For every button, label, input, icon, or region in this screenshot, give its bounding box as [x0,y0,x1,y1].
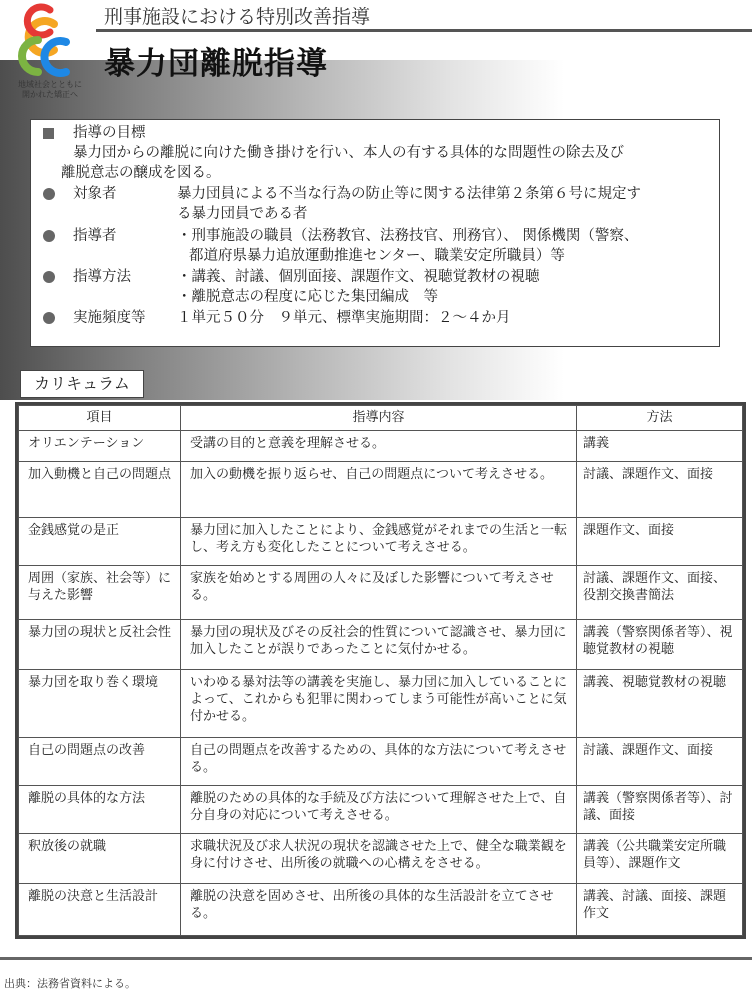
curriculum-table [18,405,743,936]
goal-text-line2: 離脱意志の醸成を図る。 [61,165,221,181]
cell-content: 受講の目的と意義を理解させる。 [181,431,577,462]
method-text-line2: ・離脱意志の程度に応じた集団編成 等 [177,289,438,305]
target-text-line2: る暴力団員である者 [177,206,308,222]
circle-bullet-icon [43,188,55,200]
cell-method: 講義（警察関係者等）、討議、面接 [577,786,743,834]
cell-method: 討議、課題作文、面接、役割交換書簡法 [577,566,743,620]
cell-content: 自己の問題点を改善するための、具体的な方法について考えさせる。 [181,738,577,786]
curriculum-tab: カリキュラム [20,370,144,398]
cell-content: 離脱の決意を固めさせ、出所後の具体的な生活設計を立てさせる。 [181,884,577,936]
header-method: 方法 [577,406,743,431]
goal-text-line1: 暴力団からの離脱に向けた働き掛けを行い、本人の有する具体的な問題性の除去及び [73,145,624,161]
table-row [19,566,743,620]
cell-content: 離脱のための具体的な手続及び方法について理解させた上で、自分自身の対応について考えさせる。 [181,786,577,834]
frequency-text: １単元５０分 ９単元、標準実施期間：２～４か月 [177,310,511,326]
cell-method: 講義、視聴覚教材の視聴 [577,670,743,738]
circle-bullet-icon [43,230,55,242]
cell-item: 暴力団の現状と反社会性 [19,620,181,670]
table-row [19,834,743,884]
table-row [19,738,743,786]
table-row [19,518,743,566]
cell-method: 講義（公共職業安定所職員等）、課題作文 [577,834,743,884]
cell-content: 家族を始めとする周囲の人々に及ぼした影響について考えさせる。 [181,566,577,620]
table-row [19,884,743,936]
cell-item: 自己の問題点の改善 [19,738,181,786]
method-label: 指導方法 [73,269,131,285]
table-header-row [19,406,743,431]
source-note: 出典：法務省資料による。 [4,977,136,990]
logo-caption: 地域社会とともに 開かれた矯正へ [18,80,82,99]
method-text-line1: ・講義、討議、個別面接、課題作文、視聴覚教材の視聴 [177,269,540,285]
cell-item: 暴力団を取り巻く環境 [19,670,181,738]
cell-method: 討議、課題作文、面接 [577,738,743,786]
cell-method: 討議、課題作文、面接 [577,462,743,518]
page-title: 暴力団離脱指導 [104,46,328,82]
cell-content: 求職状況及び求人状況の現状を認識させた上で、健全な職業観を身に付けさせ、出所後の就職への心構えをさせる。 [181,834,577,884]
summary-box [30,119,720,347]
instructor-text-line2: 都道府県暴力追放運動推進センター、職業安定所職員）等 [189,248,565,264]
header-item: 項目 [19,406,181,431]
table-row [19,670,743,738]
cell-item: 加入動機と自己の問題点 [19,462,181,518]
cell-content: いわゆる暴対法等の講義を実施し、暴力団に加入していることによって、これからも犯罪に関わってしまう可能性が高いことに気付かせる。 [181,670,577,738]
header-content: 指導内容 [181,406,577,431]
table-row [19,462,743,518]
table-row [19,620,743,670]
instructor-label: 指導者 [73,228,117,244]
cell-content: 暴力団に加入したことにより、金銭感覚がそれまでの生活と一転し、考え方も変化したことについて考えさせる。 [181,518,577,566]
goal-heading: 指導の目標 [73,125,146,141]
target-label: 対象者 [73,186,117,202]
table-row [19,786,743,834]
circle-bullet-icon [43,271,55,283]
table-row [19,431,743,462]
cell-method: 講義、討議、面接、課題作文 [577,884,743,936]
cell-item: 離脱の具体的な方法 [19,786,181,834]
footer-rule [0,957,752,960]
page-subtitle: 刑事施設における特別改善指導 [104,6,371,28]
cell-item: 釈放後の就職 [19,834,181,884]
frequency-label: 実施頻度等 [73,310,146,326]
instructor-text-line1: ・刑事施設の職員（法務教官、法務技官、刑務官）、 関係機関（警察、 [177,228,639,244]
target-text-line1: 暴力団員による不当な行為の防止等に関する法律第２条第６号に規定す [177,186,641,202]
cell-method: 講義（警察関係者等）、視聴覚教材の視聴 [577,620,743,670]
cell-content: 暴力団の現状及びその反社会的性質について認識させ、暴力団に加入したことが誤りであったことに気付かせる。 [181,620,577,670]
cell-item: オリエンテーション [19,431,181,462]
cell-method: 講義 [577,431,743,462]
square-bullet-icon [43,128,54,139]
cell-content: 加入の動機を振り返らせ、自己の問題点について考えさせる。 [181,462,577,518]
cell-item: 周囲（家族、社会等）に与えた影響 [19,566,181,620]
cell-item: 離脱の決意と生活設計 [19,884,181,936]
cell-method: 課題作文、面接 [577,518,743,566]
cell-item: 金銭感覚の是正 [19,518,181,566]
circle-bullet-icon [43,312,55,324]
